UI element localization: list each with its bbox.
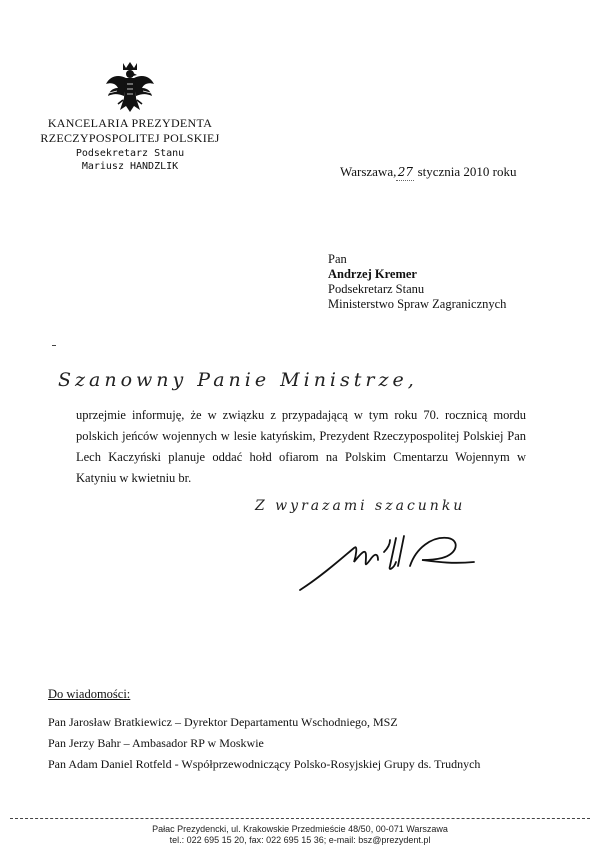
date-rest: stycznia 2010 roku [417,164,517,179]
recipient-position: Podsekretarz Stanu [328,282,425,296]
sender-block [30,147,230,173]
cc-list [48,712,588,775]
closing-text: Z wyrazami szacunku [255,498,466,514]
salutation-text: Szanowny Panie Ministrze, [58,369,418,391]
date-place: Warszawa, [340,164,397,179]
cc-item: Pan Jarosław Bratkiewicz – Dyrektor Departamentu Wschodniego, MSZ [48,715,398,729]
footer-contact: tel.: 022 695 15 20, fax: 022 695 15 36; e-mail: bsz@prezydent.pl [169,835,431,845]
recipient-name: Andrzej Kremer [328,267,417,281]
cc-heading: Do wiadomości: [48,687,131,701]
footer-divider [10,818,590,819]
dateline [340,164,580,181]
footer-address: Pałac Prezydencki, ul. Krakowskie Przedmieście 48/50, 00-071 Warszawa [152,824,448,834]
handwritten-salutation [58,366,418,406]
footer [60,824,540,846]
office-line-2: RZECZYPOSPOLITEJ POLSKIEJ [40,131,220,145]
letter-body: uprzejmie informuję, że w związku z przypadającą w tym roku 70. rocznicą mordu polskich jeńców wojennych w lesie katyńskim, Prezydent Rzeczypospolitej Polskiej Pan Lech Kaczyński planuje oddać hołd ofiarom na Polskim Cmentarzu Wojennym w Katyniu w kwietniu br. [76,408,526,485]
sender-position: Podsekretarz Stanu [75,148,185,159]
office-name [30,116,230,146]
fold-mark [52,345,56,346]
cc-item: Pan Jerzy Bahr – Ambasador RP w Moskwie [48,736,264,750]
handwritten-signature [292,518,492,598]
recipient-block [328,252,578,312]
recipient-ministry: Ministerstwo Spraw Zagranicznych [328,297,507,311]
cc-item: Pan Adam Daniel Rotfeld - Współprzewodniczący Polsko-Rosyjskiej Grupy ds. Trudnych [48,757,481,771]
office-line-1: KANCELARIA PREZYDENTA [47,116,213,130]
sender-name: Mariusz HANDZLIK [81,161,179,172]
recipient-salutation: Pan [328,252,347,266]
eagle-crest-icon [104,60,156,114]
date-day: 27 [397,165,413,179]
